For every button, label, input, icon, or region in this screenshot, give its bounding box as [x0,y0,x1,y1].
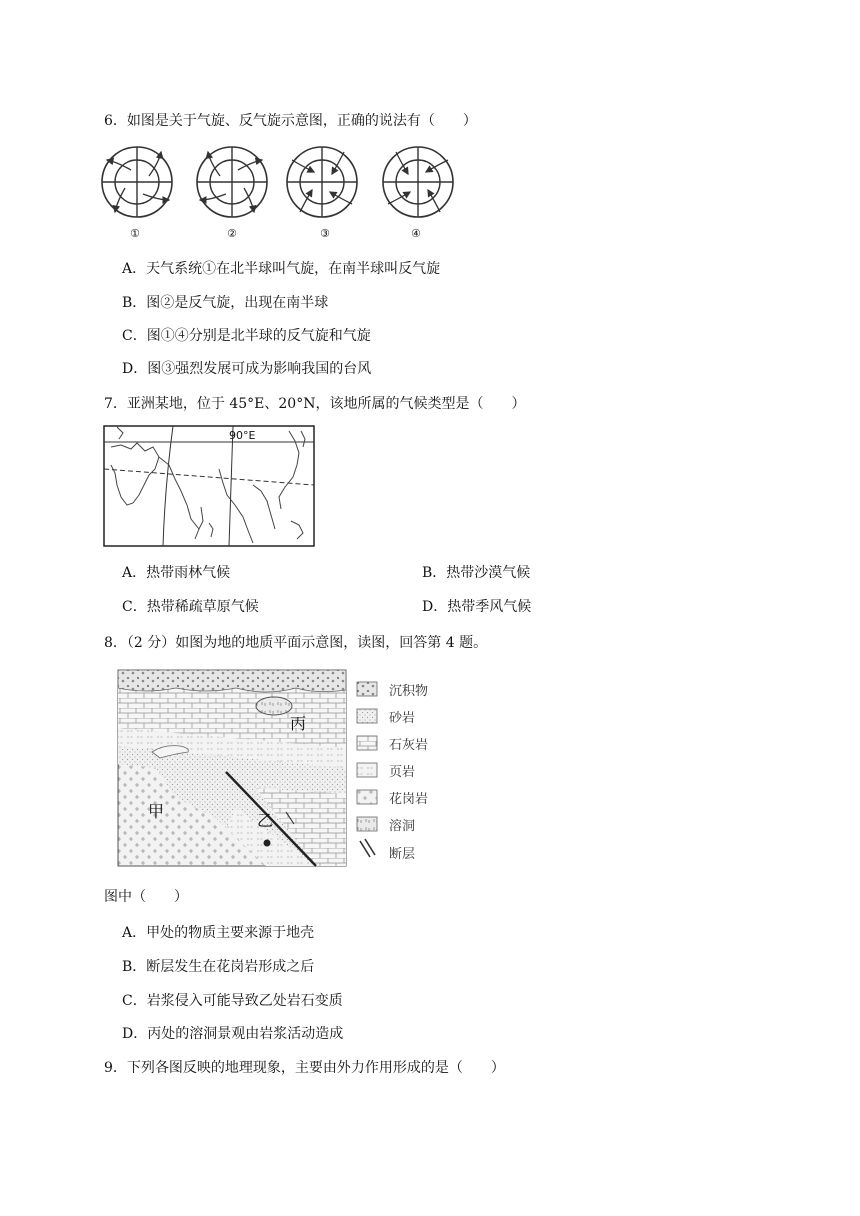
q8-sub-stem: 图中（ ） [104,889,188,905]
asia-map [103,425,315,547]
q7-stem: 7．亚洲某地，位于 45°E、20°N，该地所属的气候类型是（ ） [104,396,526,412]
legend-item-cave: 溶洞 [389,819,416,834]
legend-item-granite: 花岗岩 [389,792,429,807]
diagram-label-3: ③ [320,227,330,240]
q6-option-d: D．图③强烈发展可成为影响我国的台风 [122,361,372,377]
label-yi: 乙 [257,811,274,830]
q7-option-c: C．热带稀疏草原气候 [122,599,259,615]
q8-option-b: B．断层发生在花岗岩形成之后 [122,959,315,975]
q7-option-d: D．热带季风气候 [422,599,532,615]
cyclone-diagram-1 [102,147,172,217]
q6-option-b: B．图②是反气旋，出现在南半球 [122,295,329,311]
cyclone-diagram-4 [383,147,453,217]
label-bing: 丙 [290,714,307,733]
legend-item-limestone: 石灰岩 [389,738,429,753]
q8-option-a: A．甲处的物质主要来源于地壳 [122,925,315,941]
legend-item-fault: 断层 [389,847,416,862]
label-jia: 甲 [148,802,165,821]
geology-map [116,668,348,868]
q8-stem: 8．（2 分）如图为地的地质平面示意图，读图，回答第 4 题。 [104,635,488,651]
diagram-label-2: ② [227,227,237,240]
q7-option-a: A．热带雨林气候 [122,565,231,581]
diagram-label-1: ① [130,227,140,240]
q7-option-b: B．热带沙漠气候 [422,565,531,581]
legend-item-sandstone: 砂岩 [389,711,416,726]
cyclone-diagram-2 [197,147,267,217]
q6-option-c: C．图①④分别是北半球的反气旋和气旋 [122,328,371,344]
legend-item-shale: 页岩 [389,765,416,780]
q8-option-c: C．岩浆侵入可能导致乙处岩石变质 [122,993,343,1009]
map-label-90e: 90°E [229,429,256,442]
legend-swatches [356,681,378,861]
q9-stem: 9．下列各图反映的地理现象，主要由外力作用形成的是（ ） [104,1060,505,1076]
q6-stem: 6．如图是关于气旋、反气旋示意图，正确的说法有（ ） [104,113,477,129]
cyclone-diagram-3 [287,147,357,217]
diagram-label-4: ④ [411,227,421,240]
q6-option-a: A．天气系统①在北半球叫气旋，在南半球叫反气旋 [122,261,441,277]
legend-item-sediment: 沉积物 [389,684,429,699]
q8-option-d: D．丙处的溶洞景观由岩浆活动造成 [122,1026,344,1042]
